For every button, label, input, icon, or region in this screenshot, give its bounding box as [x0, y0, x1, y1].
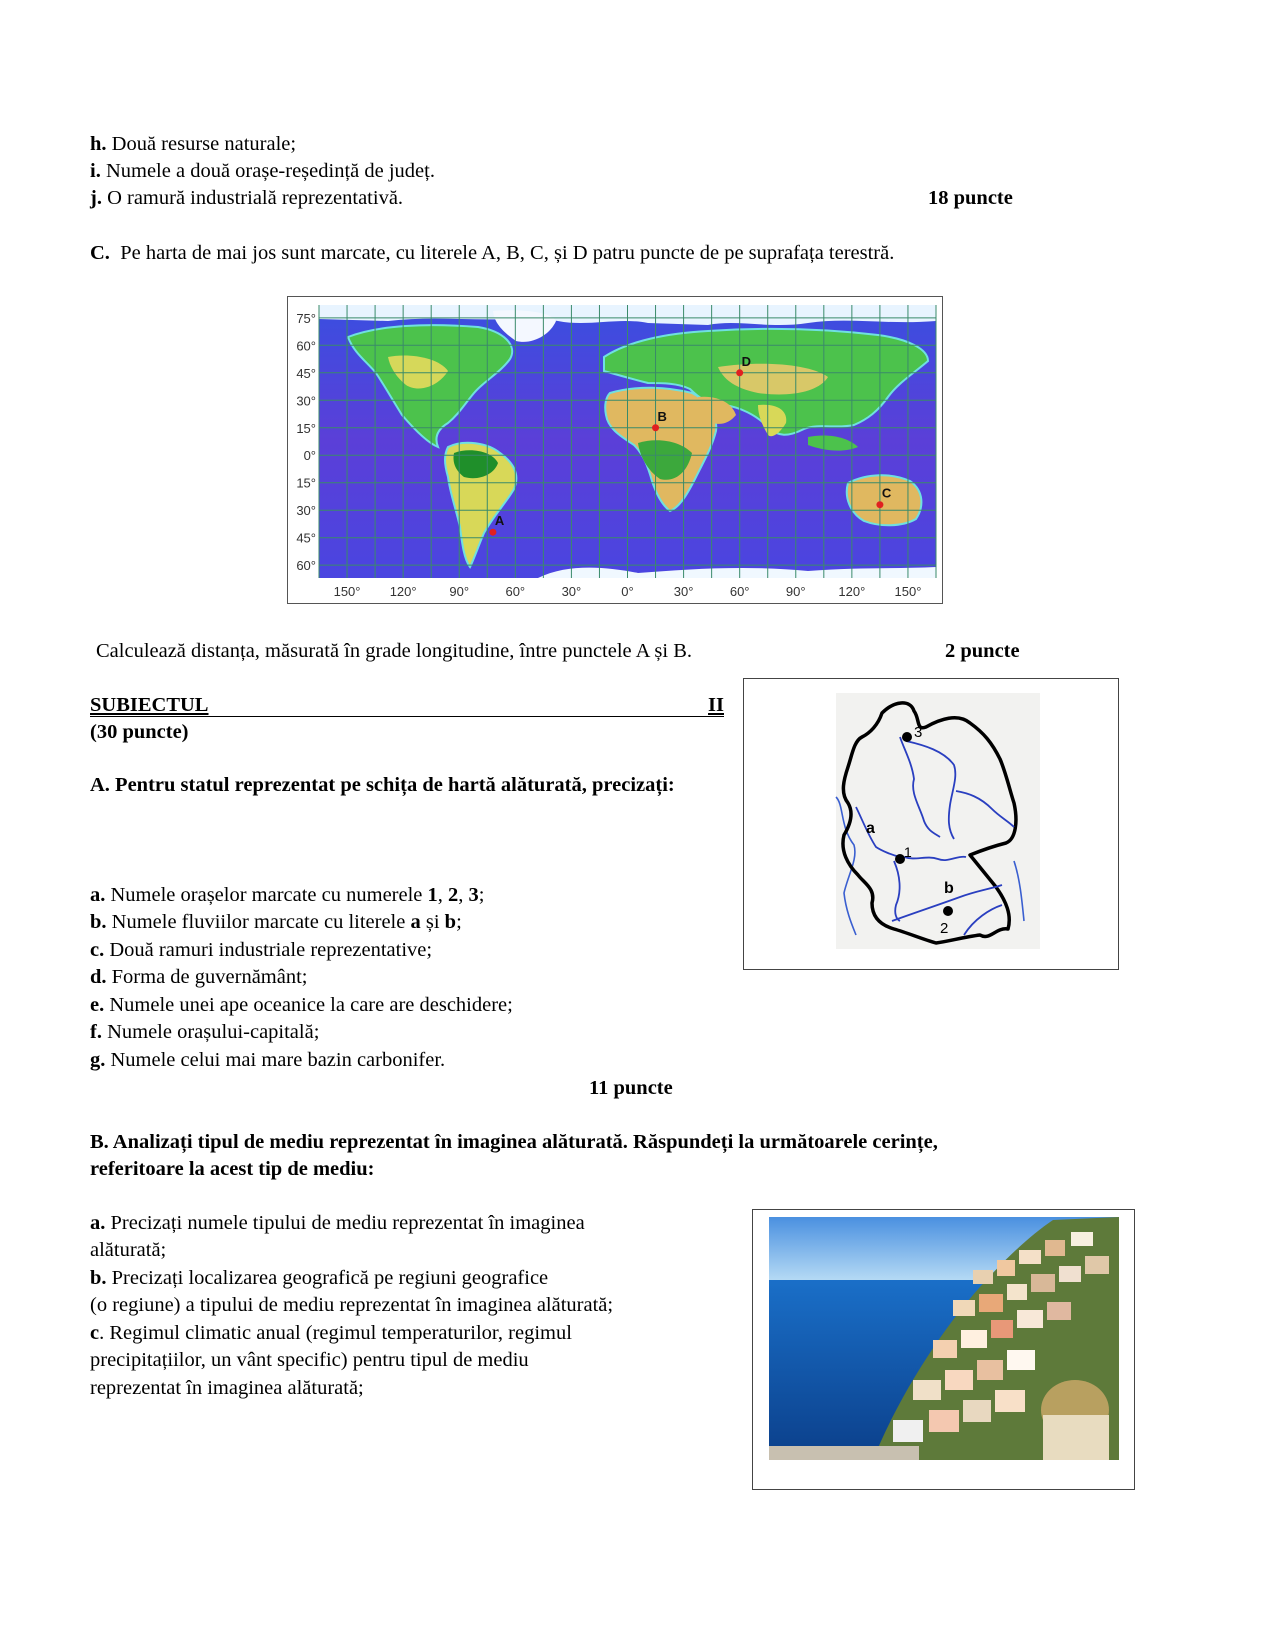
germany-map-frame: [743, 678, 1119, 970]
section-a-item: g. Numele celui mai mare bazin carbonifer.: [90, 1049, 446, 1071]
photo-frame: [752, 1209, 1135, 1490]
latitude-label: 15°: [296, 420, 316, 436]
longitude-label: 150°: [894, 584, 922, 599]
point-a-label: A: [494, 513, 505, 529]
section-c-intro: C. Pe harta de mai jos sunt marcate, cu literele A, B, C, și D patru puncte de pe suprafața terestră.: [90, 242, 895, 264]
coastal-town-photo: [753, 1210, 1133, 1488]
point-c-label: C: [881, 485, 892, 501]
world-map-graphic: [288, 297, 941, 602]
longitude-label: 60°: [729, 584, 750, 599]
longitude-label: 30°: [673, 584, 694, 599]
section-a-item: c. Două ramuri industriale reprezentative;: [90, 939, 433, 961]
longitude-label: 0°: [621, 584, 634, 599]
point-d-marker: [736, 369, 743, 376]
germany-map: [744, 679, 1117, 968]
world-map: [287, 296, 943, 604]
latitude-label: 30°: [296, 393, 316, 409]
beach: [769, 1446, 919, 1460]
latitude-label: 0°: [303, 448, 316, 464]
section-b-line: precipitațiilor, un vânt specific) pentru tipul de mediu: [90, 1349, 529, 1371]
points-18: 18 puncte: [928, 187, 1013, 209]
latitude-label: 45°: [296, 365, 316, 381]
point-c-marker: [876, 501, 883, 508]
section-c-question: Calculează distanța, măsurată în grade longitudine, între punctele A și B.: [96, 640, 693, 662]
section-a-item: f. Numele orașului-capitală;: [90, 1021, 320, 1043]
point-d-label: D: [741, 353, 752, 369]
antarctica: [538, 567, 936, 578]
subject-title: SUBIECTUL II (30 puncte): [90, 694, 724, 743]
section-b-line: reprezentat în imaginea alăturată;: [90, 1377, 364, 1399]
city-2-label: 2: [940, 920, 949, 937]
title-underline: [90, 716, 724, 717]
city-3-marker: [902, 732, 912, 742]
section-b-heading-1: B. Analizați tipul de mediu reprezentat în imaginea alăturată. Răspundeți la următoarele cerințe,: [90, 1131, 938, 1153]
subject-total-points: (30 puncte): [90, 721, 189, 743]
longitude-label: 120°: [838, 584, 866, 599]
list-item-i: i. Numele a două orașe-reședință de județ.: [90, 160, 435, 182]
longitude-label: 60°: [505, 584, 526, 599]
section-a-item: e. Numele unei ape oceanice la care are deschidere;: [90, 994, 513, 1016]
section-b-line: (o regiune) a tipului de mediu reprezentat în imaginea alăturată;: [90, 1294, 614, 1316]
points-2: 2 puncte: [945, 640, 1020, 662]
longitude-label: 120°: [389, 584, 417, 599]
list-item-h: h. Două resurse naturale;: [90, 133, 297, 155]
section-a-item: a. Numele orașelor marcate cu numerele 1, 2, 3;: [90, 884, 485, 906]
section-b-line: alăturată;: [90, 1239, 167, 1261]
section-a-item: b. Numele fluviilor marcate cu literele a și b;: [90, 911, 462, 933]
latitude-label: 15°: [296, 475, 316, 491]
section-a-heading: A. Pentru statul reprezentat pe schița de hartă alăturată, precizați:: [90, 774, 675, 796]
list-item-j: j. O ramură industrială reprezentativă.: [90, 187, 404, 209]
latitude-labels: [296, 311, 316, 573]
point-b-label: B: [657, 408, 667, 424]
river-b-label: b: [944, 880, 954, 897]
longitude-label: 30°: [561, 584, 582, 599]
points-11: 11 puncte: [589, 1077, 673, 1099]
longitude-label: 150°: [333, 584, 361, 599]
latitude-label: 60°: [296, 338, 316, 354]
section-b-line: c. Regimul climatic anual (regimul temperaturilor, regimul: [90, 1322, 572, 1344]
longitude-label: 90°: [785, 584, 806, 599]
section-b-line: b. Precizați localizarea geografică pe regiuni geografice: [90, 1267, 549, 1289]
section-b-heading-2: referitoare la acest tip de mediu:: [90, 1158, 375, 1180]
point-a-marker: [489, 529, 496, 536]
city-2-marker: [943, 906, 953, 916]
latitude-label: 75°: [296, 310, 316, 326]
city-1-label: 1: [904, 844, 912, 860]
latitude-label: 45°: [296, 530, 316, 546]
church-base: [1043, 1415, 1109, 1460]
river-a-label: a: [866, 820, 875, 837]
city-3-label: 3: [914, 724, 923, 741]
point-b-marker: [652, 424, 659, 431]
section-b-line: a. Precizați numele tipului de mediu reprezentat în imaginea: [90, 1212, 585, 1234]
latitude-label: 30°: [296, 503, 316, 519]
longitude-labels: [334, 584, 922, 599]
section-a-item: d. Forma de guvernământ;: [90, 966, 308, 988]
latitude-label: 60°: [296, 558, 316, 574]
longitude-label: 90°: [449, 584, 470, 599]
